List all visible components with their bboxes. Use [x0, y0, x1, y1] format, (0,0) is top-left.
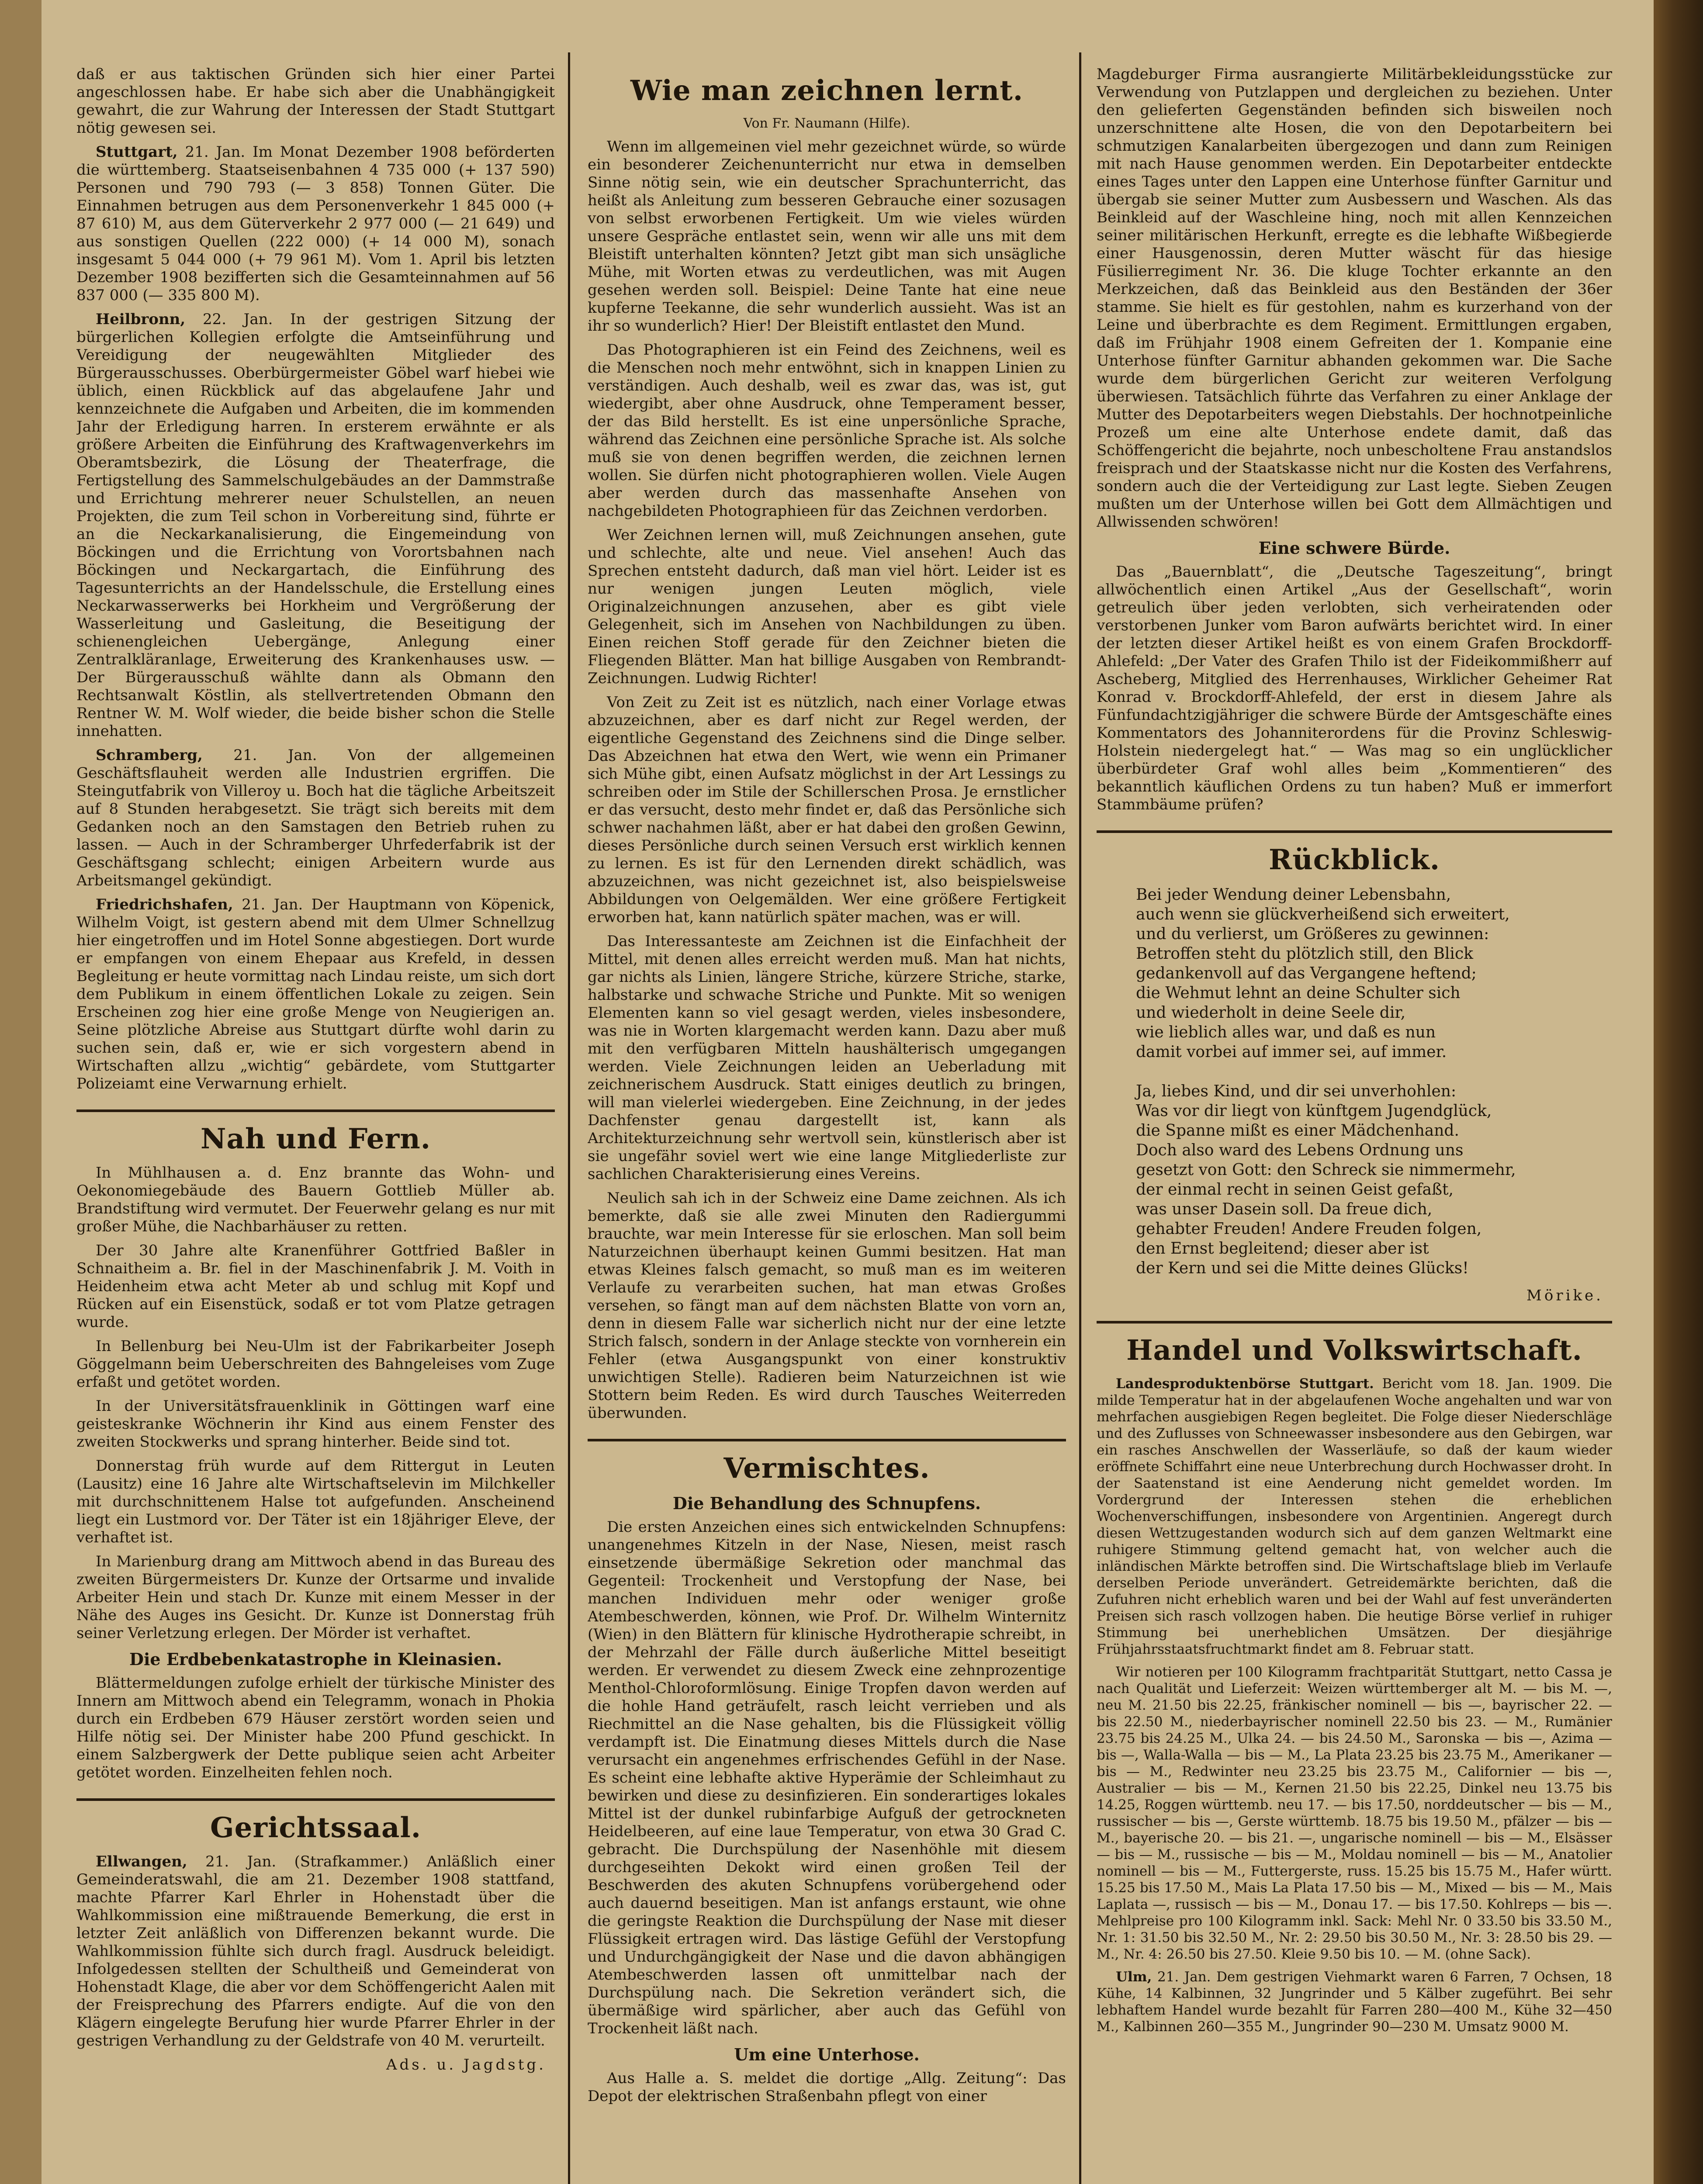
article-heading: Wie man zeichnen lernt. — [630, 74, 1024, 107]
book-binding-edge — [1654, 0, 1703, 2184]
article-body: Bericht vom 18. Jan. 1909. Die milde Temperatur hat in der abgelaufenen Woche angehalten und war von mehrfachen ausgiebigen Regen begleitet. Die Folge dieser Niederschläge und des Zuflusses von Schneewasser insbesondere aus den Gebirgen, war ein rasches Anschwellen der Wasserläufe, so daß der kaum wieder eröffnete Schiffahrt eine neue Unterbrechung durch Hochwasser droht. In der Saatenstand ist eine Aenderung nicht gemeldet worden. Im Vordergrund der Interessen stehen die erheblichen Wochenverschiffungen, insbesondere von Argentinien. Angeregt durch diesen Wettzugestanden wodurch sich auf dem ganzen Weltmarkt eine ruhigere Stimmung geltend gemacht hat, von welcher auch die inländischen Märkte betroffen sind. Die Wirtschaftslage blieb im Verlaufe derselben Periode unverändert. Getreidemärkte berichten, daß die Zufuhren nicht erheblich waren und bei der Wahl auf fest unveränderten Preisen sich rasch vollzogen haben. Die heutige Börse verlief in ruhiger Stimmung bei unerheblichen Umsätzen. Der diesjährige Frühjahrsstaatsfruchtmarkt findet am 8. Februar statt. — [1097, 1376, 1612, 1657]
poem-line: Bei jeder Wendung deiner Lebensbahn, — [1136, 886, 1451, 904]
dateline: Ellwangen, — [96, 1853, 187, 1870]
section-heading: Nah und Fern. — [200, 1123, 431, 1155]
column-2 — [588, 66, 1066, 2184]
dateline: Friedrichshafen, — [96, 896, 233, 913]
section-divider — [76, 1109, 555, 1112]
article-text — [76, 143, 555, 304]
article-text — [76, 1853, 555, 2050]
poem-line: Was vor dir liegt von künftgem Jugendglück, — [1136, 1102, 1492, 1120]
article-text: Magdeburger Firma ausrangierte Militärbekleidungsstücke zur Verwendung von Putzlappen und dergleichen zu beziehen. Unter den gelieferten Gegenständen befinden sich bisweilen noch unzerschnittene alte Hosen, die von den Depotarbeitern bei schmutzigen Kanalarbeiten übergezogen und dann zum Reinigen mit nach Hause genommen werden. Ein Depotarbeiter entdeckte eines Tages unter den Lappen eine Unterhose fünfter Garnitur und übergab sie seiner Mutter zum Ausbessern und Waschen. Als das Beinkleid auf der Waschleine hing, noch mit allen Kennzeichen seiner militärischen Herkunft, erregte es die lebhafte Wißbegierde einer Hausgenossin, deren Mutter wäscht für das hiesige Füsilierregiment Nr. 36. Die kluge Tochter erkannte an den Merkzeichen, daß das Beinkleid aus den Beständen der 36er stamme. Sie hielt es für gestohlen, nahm es kurzerhand von der Leine und überbrachte es dem Regiment. Ermittlungen ergaben, daß im Frühjahr 1908 einem Gefreiten der 1. Kompanie eine Unterhose fünfter Garnitur abhanden gekommen war. Die Sache wurde dem bürgerlichen Gericht zur weiteren Verfolgung überwiesen. Tatsächlich führte das Verfahren zu einer Anklage der Mutter des Depotarbeiters wegen Diebstahls. Der hochnotpeinliche Prozeß um eine alte Unterhose endete damit, daß das Schöffengericht die bejahrte, noch unbescholtene Frau anstandslos freisprach und der Staatskasse nicht nur die Kosten des Verfahrens, sondern auch die der Verteidigung zur Last legte. Sieben Zeugen mußten um der Unterhose willen bei Gott dem Allmächtigen und Allwissenden schwören! — [1097, 66, 1612, 531]
article-text: Der 30 Jahre alte Kranenführer Gottfried Baßler in Schnaitheim a. Br. fiel in der Maschinenfabrik J. M. Voith in Heidenheim etwa acht Meter ab und schlug mit Kopf und Rücken auf ein Eisenstück, sodaß er tot vom Platze getragen wurde. — [76, 1242, 555, 1331]
article-subheading: Um eine Unterhose. — [734, 2045, 920, 2064]
poem-line — [1136, 1062, 1595, 1082]
dateline: Landesproduktenbörse Stuttgart. — [1116, 1376, 1374, 1392]
column-rule — [1079, 52, 1081, 2184]
article-text: Neulich sah ich in der Schweiz eine Dame zeichnen. Als ich bemerkte, daß sie alle zwei Minuten den Radiergummi brauchte, war mein Interesse für sie erloschen. Man soll beim Naturzeichnen überhaupt keinen Gummi besitzen. Hat man etwas Kleines falsch gemacht, so muß man es im weiteren Verlaufe zu verarbeiten suchen, hat man etwas Großes versehen, so fängt man auf dem nächsten Blatte von vorn an, denn in diesem Falle war sicherlich nicht nur der eine letzte Strich falsch, sondern in der Anlage steckte von vornherein ein Fehler (etwa Ausgangspunkt von einer konstruktiv unwichtigen Stelle). Radieren beim Naturzeichnen ist wie Stottern beim Reden. Es wird durch Tausches Weiterreden überwunden. — [588, 1189, 1066, 1422]
poem — [1097, 885, 1612, 1278]
previous-page-edge — [0, 0, 42, 2184]
article-signature: Ads. u. Jagdstg. — [386, 2056, 546, 2073]
poem-line: damit vorbei auf immer sei, auf immer. — [1136, 1043, 1447, 1061]
poem-line: und wiederholt in deine Seele dir, — [1136, 1004, 1406, 1022]
article-text: Das Interessanteste am Zeichnen ist die Einfachheit der Mittel, mit denen alles erreicht werden muß. Man hat nichts, gar nichts als Linien, längere Striche, kürzere Striche, starke, halbstarke und schwache Striche und Punkte. Mit so wenigen Elementen kann so viel gesagt werden, vieles insbesondere, was nie in Worten klargemacht werden kann. Dazu aber muß mit den verfügbaren Mitteln haushälterisch umgegangen werden. Viele Zeichnungen leiden an Ueberladung mit zeichnerischem Ausdruck. Statt einiges deutlich zu bringen, will man vielerlei wiedergeben. Eine Zeichnung, in der jedes Dachfenster genau dargestellt ist, kann als Architekturzeichnung sehr wertvoll sein, künstlerisch aber ist sie ungefähr soviel wert wie eine lange Mitgliederliste zur sachlichen Charakterisierung eines Vereins. — [588, 933, 1066, 1183]
poem-line: auch wenn sie glückverheißend sich erweitert, — [1136, 905, 1510, 923]
poem-line: Ja, liebes Kind, und dir sei unverhohlen: — [1136, 1082, 1457, 1100]
article-text — [1097, 1969, 1612, 2035]
poem-title: Rückblick. — [1269, 843, 1440, 876]
poem-line: Doch also ward des Lebens Ordnung uns — [1136, 1141, 1464, 1159]
poem-line: gehabter Freuden! Andere Freuden folgen, — [1136, 1220, 1482, 1238]
section-divider — [76, 1798, 555, 1801]
dateline: Ulm, — [1116, 1969, 1152, 1985]
article-subheading: Die Erdbebenkatastrophe in Kleinasien. — [129, 1649, 502, 1669]
article-text: Von Zeit zu Zeit ist es nützlich, nach einer Vorlage etwas abzuzeichnen, aber es darf nicht zur Regel werden, der eigentliche Gegenstand des Zeichnens sind die Dinge selber. Das Abzeichnen hat etwa den Wert, wie wenn ein Primaner sich Mühe gibt, einen Aufsatz möglichst in der Art Lessings zu schreiben oder im Stile der Schillerschen Prosa. Je ernstlicher er das versucht, desto mehr findet er, daß das Persönliche sich schwer nachahmen läßt, aber er hat dabei den großen Gewinn, dieses Persönliche durch seinen Versuch erst wirklich kennen zu lernen. Es ist für den Lernenden direkt schädlich, was abzuzeichnen, was nicht gezeichnet ist, also beispielsweise Abbildungen von Oelgemälden. Wer eine größere Fertigkeit erworben hat, kann natürlich später machen, was er will. — [588, 694, 1066, 926]
column-rule — [568, 52, 570, 2184]
poem-line: der einmal recht in seinen Geist gefaßt, — [1136, 1181, 1454, 1199]
poem-line: und du verlierst, um Größeres zu gewinnen: — [1136, 925, 1489, 943]
poem-line: die Wehmut lehnt an deine Schulter sich — [1136, 984, 1461, 1002]
article-body: 21. Jan. Von der allgemeinen Geschäftsflauheit werden alle Industrien ergriffen. Die Steingutfabrik von Villeroy u. Boch hat die tägliche Arbeitszeit auf 8 Stunden herabgesetzt. Sie trägt sich bereits mit dem Gedanken noch an den Samstagen den Betrieb ruhen zu lassen. — Auch in der Schramberger Uhrfederfabrik ist der Geschäftsgang schlecht; einigen Arbeitern wurde aus Arbeitsmangel gekündigt. — [76, 746, 555, 889]
poem-line: der Kern und sei die Mitte deines Glücks! — [1136, 1259, 1469, 1277]
article-text: In Bellenburg bei Neu-Ulm ist der Fabrikarbeiter Joseph Göggelmann beim Ueberschreiten des Bahngeleises vom Zuge erfaßt und getötet worden. — [76, 1337, 555, 1391]
article-body: 21. Jan. (Strafkammer.) Anläßlich einer Gemeinderatswahl, die am 21. Dezember 1908 stattfand, machte Pfarrer Karl Ehrler in Hohenstadt über die Wahlkommission eine mißtrauende Bemerkung, die erst in letzter Zeit anläßlich von Differenzen bekannt wurde. Die Wahlkommission fühlte sich durch fragl. Ausdruck beleidigt. Infolgedessen stellten der Schultheiß und Gemeinderat von Hohenstadt Klage, die aber vor dem Schöffengericht Aalen mit der Freisprechung des Pfarrers endigte. Auf die von den Klägern eingelegte Berufung hier wurde Pfarrer Ehrler in der gestrigen Verhandlung zu der Geldstrafe von 40 M. verurteilt. — [76, 1853, 555, 2049]
section-heading: Vermischtes. — [723, 1452, 930, 1485]
article-text: Aus Halle a. S. meldet die dortige „Allg. Zeitung“: Das Depot der elektrischen Straßenbahn pflegt von einer — [588, 2070, 1066, 2105]
article-body: 21. Jan. Im Monat Dezember 1908 beförderten die württemberg. Staatseisenbahnen 4 735 000 (+ 137 590) Personen und 790 793 (— 3 858) Tonnen Güter. Die Einnahmen betrugen aus dem Personenverkehr 1 845 000 (+ 87 610) M, aus dem Güterverkehr 2 977 000 (— 21 649) und aus sonstigen Quellen (222 000) (+ 14 000 M), sonach insgesamt 5 044 000 (+ 79 961 M). Vom 1. April bis letzten Dezember 1908 bezifferten sich die Gesamteinnahmen auf 56 837 000 (— 335 800 M). — [76, 143, 555, 304]
article-subheading: Eine schwere Bürde. — [1258, 538, 1450, 558]
article-byline: Von Fr. Naumann (Hilfe). — [743, 116, 910, 131]
article-text: In Marienburg drang am Mittwoch abend in das Bureau des zweiten Bürgermeisters Dr. Kunze der Ortsarme und invalide Arbeiter Hein und stach Dr. Kunze mit einem Messer in der Nähe des Auges ins Gesicht. Dr. Kunze ist Donnerstag früh seiner Verletzung erlegen. Der Mörder ist verhaftet. — [76, 1553, 555, 1642]
article-text: Wer Zeichnen lernen will, muß Zeichnungen ansehen, gute und schlechte, alte und neue. Viel ansehen! Auch das Sprechen entsteht dadurch, daß man viel hört. Leider ist es nur wenigen jungen Leuten möglich, viele Originalzeichnungen anzusehen, aber es gibt viele Gelegenheit, sich im Ansehen von Nachbildungen zu üben. Einen reichen Stoff gerade für den Zeichner bieten die Fliegenden Blätter. Man hat billige Ausgaben von Rembrandt-Zeichnungen. Ludwig Richter! — [588, 526, 1066, 687]
article-text: In der Universitätsfrauenklinik in Göttingen warf eine geisteskranke Wöchnerin ihr Kind aus einem Fenster des zweiten Stockwerks und sprang hinterher. Beide sind tot. — [76, 1397, 555, 1451]
dateline: Schramberg, — [96, 746, 203, 764]
article-text: In Mühlhausen a. d. Enz brannte das Wohn- und Oekonomiegebäude des Bauern Gottlieb Müller ab. Brandstiftung wird vermutet. Der Feuerwehr gelang es nur mit großer Mühe, die Nachbarhäuser zu retten. — [76, 1164, 555, 1235]
poem-line: Betroffen steht du plötzlich still, den Blick — [1136, 945, 1473, 963]
poem-author: Mörike. — [1526, 1287, 1603, 1304]
section-divider — [1097, 830, 1612, 833]
article-subheading: Die Behandlung des Schnupfens. — [672, 1493, 981, 1513]
column-3 — [1097, 66, 1612, 2184]
poem-line: was unser Dasein soll. Da freue dich, — [1136, 1200, 1433, 1218]
article-body: 21. Jan. Dem gestrigen Viehmarkt waren 6 Farren, 7 Ochsen, 18 Kühe, 14 Kalbinnen, 32 Jungrinder und 5 Kälber zugeführt. Bei sehr lebhaftem Handel wurde bezahlt für Farren 280—400 M., Kühe 32—450 M., Kalbinnen 260—355 M., Jungrinder 90—230 M. Umsatz 9000 M. — [1097, 1969, 1612, 2035]
dateline: Stuttgart, — [96, 143, 178, 161]
article-text — [1097, 1375, 1612, 1658]
article-text: Wir notieren per 100 Kilogramm frachtparität Stuttgart, netto Cassa je nach Qualität und Lieferzeit: Weizen württemberger alt M. — bis M. —, neu M. 21.50 bis 22.25, fränkischer nominell — bis —, bayrischer 22. — bis 22.50 M., niederbayrischer nominell 22.50 bis 23. — M., Rumänier 23.75 bis 24.25 M., Ulka 24. — bis 24.50 M., Saronska — bis —, Azima — bis —, Walla-Walla — bis — M., La Plata 23.25 bis 23.75 M., Amerikaner — bis — M., Redwinter neu 23.25 bis 23.75 M., Californier — bis —, Australier — bis — M., Kernen 21.50 bis 22.25, Dinkel neu 13.75 bis 14.25, Roggen württemb. neu 17. — bis 17.50, norddeutscher — bis — M., russischer — bis —, Gerste württemb. 18.75 bis 19.50 M., pfälzer — bis — M., bayerische 20. — bis 21. —, ungarische nominell — bis — M., Elsässer — bis — M., russische — bis — M., Moldau nominell — bis — M., Anatolier nominell — bis — M., Futtergerste, russ. 15.25 bis 15.75 M., Hafer württ. 15.25 bis 17.50 M., Mais La Plata 17.50 bis — M., Mixed — bis — M., Mais Laplata —, russisch — bis — M., Donau 17. — bis 17.50. Kohlreps — bis —. Mehlpreise pro 100 Kilogramm inkl. Sack: Mehl Nr. 0 33.50 bis 33.50 M., Nr. 1: 31.50 bis 32.50 M., Nr. 2: 29.50 bis 30.50 M., Nr. 3: 28.50 bis 29. — M., Nr. 4: 26.50 bis 27.50. Kleie 9.50 bis 10. — M. (ohne Sack). — [1097, 1664, 1612, 1962]
newspaper-page — [42, 0, 1654, 2184]
section-divider — [1097, 1321, 1612, 1324]
section-divider — [588, 1439, 1066, 1441]
article-body: 22. Jan. In der gestrigen Sitzung der bürgerlichen Kollegien erfolgte die Amtseinführung und Vereidigung der neugewählten Mitglieder des Bürgerausschusses. Oberbürgermeister Göbel warf hiebei wie üblich, einen Rückblick auf das abgelaufene Jahr und kennzeichnete die Aufgaben und Arbeiten, die im kommenden Jahr der Erledigung harren. In ersterem erwähnte er als größere Arbeiten die Einführung des Kraftwagenverkehrs im Oberamtsbezirk, die Lösung der Theaterfrage, die Fertigstellung des Sammelschulgebäudes an der Dammstraße und Errichtung mehrerer neuer Schulstellen, an neuen Projekten, die zum Teil schon in Vorbereitung sind, führte er an die Neckarkanalisierung, die Eingemeindung von Böckingen und die Errichtung von Vorortsbahnen nach Böckingen und Neckargartach, die Einführung des Tagesunterrichts an der Handelsschule, die Erstellung eines Neckarwasserwerks bei Horkheim und Vergrößerung der Wasserleitung und Gasleitung, die Beseitigung der schienengleichen Uebergänge, Anlegung einer Zentralkläranlage, Erweiterung des Krankenhauses usw. — Der Bürgerausschuß wählte dann als Obmann den Rechtsanwalt Köstlin, als stellvertretenden Obmann den Rentner W. M. Wolf wieder, die beide bisher schon die Stelle innehatten. — [76, 311, 555, 740]
article-text — [76, 896, 555, 1093]
section-heading: Gerichtssaal. — [210, 1811, 422, 1844]
article-text: Donnerstag früh wurde auf dem Rittergut in Leuten (Lausitz) eine 16 Jahre alte Wirtschaftselevin im Milchkeller mit durchschnittenem Halse tot aufgefunden. Anscheinend liegt ein Lustmord vor. Der Täter ist ein 18jähriger Eleve, der verhaftet ist. — [76, 1457, 555, 1546]
market-report — [1097, 1375, 1612, 2035]
article-text: Wenn im allgemeinen viel mehr gezeichnet würde, so würde ein besonderer Zeichenunterricht nur etwa in demselben Sinne nötig sein, wie ein deutscher Sprachunterricht, das heißt als Anleitung zum besseren Gebrauche einer sozusagen von selbst erworbenen Fertigkeit. Um wie vieles würden unsere Gespräche entlastet sein, wenn wir alle uns mit dem Bleistift unterhalten könnten? Jetzt gibt man sich unsägliche Mühe, mit Worten etwas zu verdeutlichen, was mit Augen gesehen werden soll. Beispiel: Deine Tante hat eine neue kupferne Teekanne, die sehr wunderlich aussieht. Was ist an ihr so wunderlich? Hier! Der Bleistift entlastet den Mund. — [588, 138, 1066, 335]
article-body: 21. Jan. Der Hauptmann von Köpenick, Wilhelm Voigt, ist gestern abend mit dem Ulmer Schnellzug hier eingetroffen und im Hotel Sonne abgestiegen. Dort wurde er empfangen von einem Ehepaar aus Krefeld, in dessen Begleitung er heute vormittag nach Lindau reiste, um sich dort dem Publikum in einem öffentlichen Lokale zu zeigen. Sein Erscheinen zog hier eine große Menge von Neugierigen an. Seine plötzliche Abreise aus Stuttgart dürfte wohl darin zu suchen sein, daß er, wie er sich vorgestern abend in Wirtschaften allzu „wichtig“ gebärdete, vom Stuttgarter Polizeiamt eine Verwarnung erhielt. — [76, 896, 555, 1092]
dateline: Heilbronn, — [96, 311, 186, 328]
article-text: Blättermeldungen zufolge erhielt der türkische Minister des Innern am Mittwoch abend ein Telegramm, wonach in Phokia durch ein Erdbeben 679 Häuser zerstört worden seien und Hilfe nötig sei. Der Minister habe 200 Pfund geschickt. In einem Salzbergwerk der Dette publique seien acht Arbeiter getötet worden. Einzelheiten fehlen noch. — [76, 1674, 555, 1781]
article-text — [76, 311, 555, 740]
poem-line: wie lieblich alles war, und daß es nun — [1136, 1023, 1436, 1041]
article-text: Die ersten Anzeichen eines sich entwickelnden Schnupfens: unangenehmes Kitzeln in der Nase, Niesen, meist rasch einsetzende übermäßige Sekretion oder manchmal das Gegenteil: Trockenheit und Verstopfung der Nase, bei manchen Individuen mehr oder weniger große Atembeschwerden, können, wie Prof. Dr. Wilhelm Winternitz (Wien) in den Blättern für klinische Hydrotherapie schreibt, in der Mehrzahl der Fälle durch äußerliche Mittel beseitigt werden. Er verwendet zu diesem Zweck eine zehnprozentige Menthol-Chloroformlösung. Einige Tropfen davon werden auf die hohle Hand geträufelt, rasch leicht verrieben und als Riechmittel an die Nase gehalten, bis die Flüssigkeit völlig verdampft ist. Die Einatmung dieses Mittels durch die Nase verursacht ein angenehmes erfrischendes Gefühl in der Nase. Es scheint eine lebhafte aktive Hyperämie der Schleimhaut zu bewirken und diese zu desinfizieren. Ein sonderartiges lokales Mittel ist der dunkel rubinfarbige Aufguß der getrockneten Heidelbeeren, auf eine laue Temperatur, von etwa 30 Grad C. gebracht. Die Durchspülung der Nasenhöhle mit diesem durchgeseihten Dekokt wird einen großen Teil der Beschwerden des akuten Schnupfens vorübergehend oder auch dauernd beseitigen. Man ist anfangs erstaunt, wie ohne die geringste Reaktion die Durchspülung der Nase mit dieser Flüssigkeit ertragen wird. Das lästige Gefühl der Verstopfung und Undurchgängigkeit der Nase und die davon abhängigen Atembeschwerden lassen oft unmittelbar nach der Durchspülung nach. Die Sekretion verändert sich, die übermäßige wird spärlicher, aber auch das Gefühl von Trockenheit läßt nach. — [588, 1518, 1066, 2037]
poem-line: den Ernst begleitend; dieser aber ist — [1136, 1240, 1429, 1258]
article-text: Das „Bauernblatt“, die „Deutsche Tageszeitung“, bringt allwöchentlich einen Artikel „Aus der Gesellschaft“, worin getreulich über jeden verlobten, sich verheiratenden oder verstorbenen Junker vom Baron aufwärts berichtet wird. In einer der letzten dieser Artikel heißt es von einem Grafen Brockdorff-Ahlefeld: „Der Vater des Grafen Thilo ist der Fideikommißherr auf Ascheberg, Mitglied des Herrenhauses, Wirklicher Geheimer Rat Konrad v. Brockdorff-Ahlefeld, der erst in diesem Jahre als Fünfundachtzigjähriger die schwere Bürde der Amtsgeschäfte eines Kommentators des Johanniterordens für die Provinz Schleswig-Holstein niedergelegt hat.“ — Was mag so ein unglücklicher überbürdeter Graf wohl alles beim „Kommentieren“ des bekanntlich käuflichen Ordens zu tun haben? Muß er immerfort Stammbäume prüfen? — [1097, 563, 1612, 813]
poem-line: gedankenvoll auf das Vergangene heftend; — [1136, 964, 1477, 982]
poem-line: die Spanne mißt es einer Mädchenhand. — [1136, 1122, 1459, 1140]
article-text — [76, 746, 555, 890]
poem-line: gesetzt von Gott: den Schreck sie nimmermehr, — [1136, 1161, 1516, 1179]
article-text: Das Photographieren ist ein Feind des Zeichnens, weil es die Menschen noch mehr entwöhnt, sich in knappen Linien zu verständigen. Auch deshalb, weil es zwar das, was ist, gut wiedergibt, aber ohne Ausdruck, ohne Temperament besser, der das Bild herstellt. Es ist eine unpersönliche Sprache, während das Zeichnen eine persönliche Sprache ist. Als solche muß sie von denen begriffen werden, die zeichnen lernen wollen. Sie dürfen nicht photographieren wollen. Viele Augen aber werden durch das massenhafte Ansehen von nachgebildeten Photographieen für das Zeichnen verdorben. — [588, 341, 1066, 520]
section-heading: Handel und Volkswirtschaft. — [1126, 1334, 1582, 1367]
article-text: daß er aus taktischen Gründen sich hier einer Partei angeschlossen habe. Er habe sich aber die Unabhängigkeit gewahrt, die zur Wahrung der Interessen der Stadt Stuttgart nötig gewesen sei. — [76, 66, 555, 137]
column-1 — [76, 66, 555, 2184]
